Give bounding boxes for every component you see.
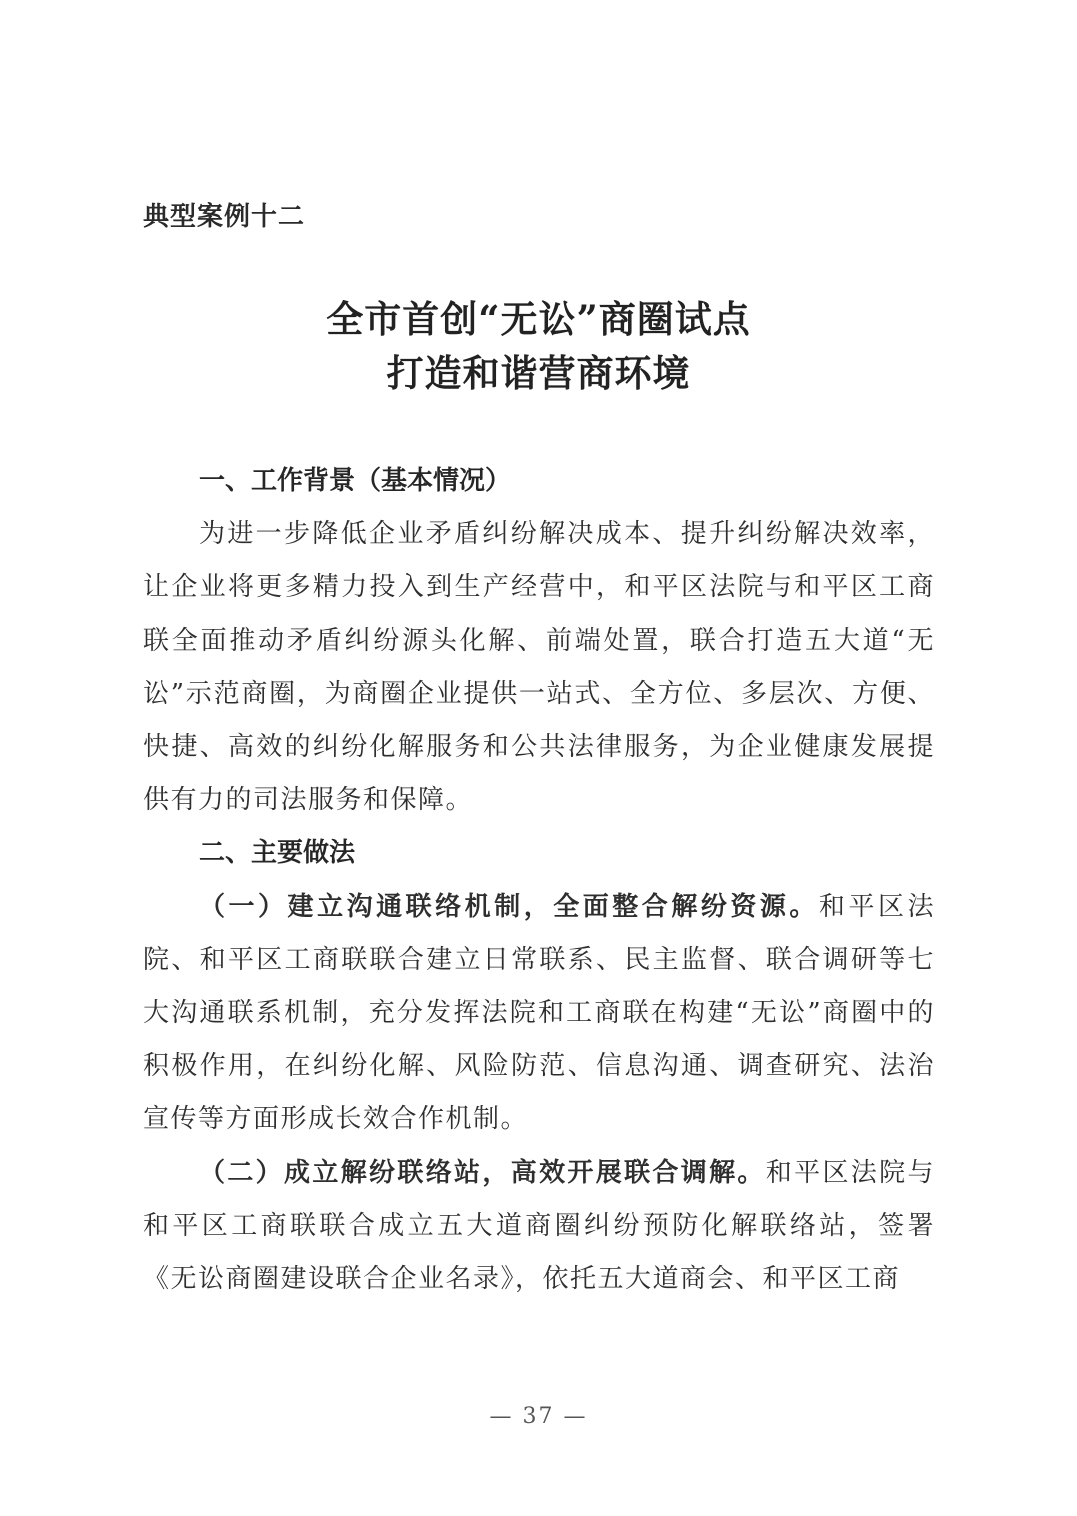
document-title <box>0 292 1077 400</box>
document-body <box>143 455 935 1306</box>
section-heading-background: 一、工作背景（基本情况） <box>199 466 512 496</box>
practice-1-subtitle: （一）建立沟通联络机制，全面整合解纷资源。 <box>199 891 819 922</box>
practice-2-text: 和平区法院与和平区工商联联合成立五大道商圈纠纷预防化解联络站，签署《无讼商圈建设联合企业名录》，依托五大道商会、和平区工商 <box>143 1157 935 1295</box>
section-heading-practices: 二、主要做法 <box>199 838 356 869</box>
practice-2-subtitle: （二）成立解纷联络站，高效开展联合调解。 <box>199 1157 766 1188</box>
paragraph-practice-1 <box>143 881 935 1147</box>
case-label: 典型案例十二 <box>143 202 306 232</box>
paragraph-background: 为进一步降低企业矛盾纠纷解决成本、提升纠纷解决效率，让企业将更多精力投入到生产经营中，和平区法院与和平区工商联全面推动矛盾纠纷源头化解、前端处置，联合打造五大道“无讼”示范商圈，为商圈企业提供一站式、全方位、多层次、方便、快捷、高效的纠纷化解服务和公共法律服务，为企业健康发展提供有力的司法服务和保障。 <box>143 519 935 816</box>
page-number: — 37 — <box>489 1404 588 1429</box>
paragraph-practice-2 <box>143 1147 935 1307</box>
title-line-1: 全市首创“无讼”商圈试点 <box>326 297 751 341</box>
title-line-2: 打造和谐营商环境 <box>386 351 691 395</box>
practice-1-text: 和平区法院、和平区工商联联合建立日常联系、民主监督、联合调研等七大沟通联系机制，充分发挥法院和工商联在构建“无讼”商圈中的积极作用，在纠纷化解、风险防范、信息沟通、调查研究、法治宣传等方面形成长效合作机制。 <box>143 891 935 1135</box>
